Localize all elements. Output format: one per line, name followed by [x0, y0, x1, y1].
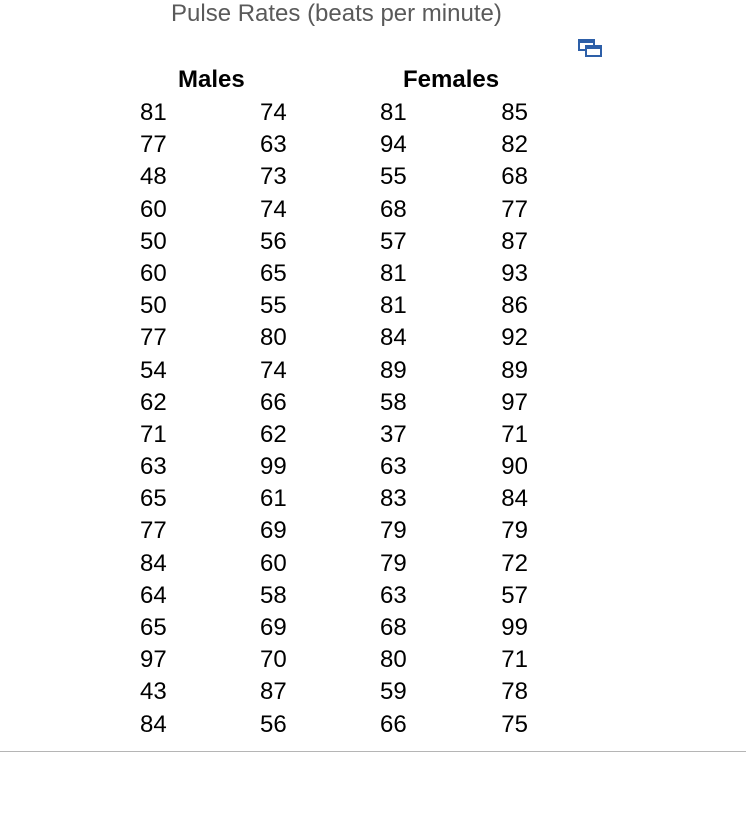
table-cell: 81: [380, 99, 407, 126]
males-column-1: [140, 97, 167, 741]
table-cell: 50: [140, 227, 167, 255]
table-cell: 79: [501, 517, 528, 545]
table-cell: 87: [260, 678, 287, 706]
table-cell: 50: [140, 292, 167, 320]
table-cell: 66: [260, 388, 287, 416]
table-cell: 71: [501, 646, 528, 674]
table-cell: 54: [140, 356, 167, 384]
table-cell: 77: [140, 324, 167, 352]
table-cell: 89: [501, 356, 528, 384]
males-header: Males: [178, 66, 245, 93]
table-cell: 43: [140, 678, 167, 706]
table-cell: 84: [501, 485, 528, 513]
table-cell: 83: [380, 485, 407, 513]
table-cell: 89: [380, 356, 407, 384]
table-cell: 99: [501, 614, 528, 641]
table-cell: 90: [501, 453, 528, 481]
table-cell: 86: [501, 292, 528, 320]
table-cell: 63: [380, 453, 407, 481]
table-cell: 60: [140, 195, 167, 223]
females-column-2: [488, 97, 528, 741]
table-cell: 37: [380, 420, 407, 448]
table-cell: 81: [380, 292, 407, 320]
females-header: Females: [403, 66, 500, 93]
table-cell: 68: [380, 195, 407, 223]
table-cell: 63: [380, 581, 407, 609]
table-cell: 72: [501, 549, 528, 577]
table-cell: 85: [501, 99, 528, 126]
table-cell: 87: [501, 227, 528, 255]
table-cell: 82: [501, 131, 528, 159]
table-cell: 74: [260, 99, 287, 126]
table-cell: 58: [380, 388, 407, 416]
table-cell: 84: [140, 549, 167, 577]
table-cell: 80: [380, 646, 407, 674]
table-cell: 78: [501, 678, 528, 706]
table-cell: 61: [260, 485, 287, 513]
table-cell: 71: [140, 420, 167, 448]
table-cell: 62: [260, 420, 287, 448]
table-title: Pulse Rates (beats per minute): [171, 0, 502, 27]
popout-window-icon[interactable]: [578, 38, 602, 58]
table-cell: 70: [260, 646, 287, 674]
table-cell: 65: [140, 485, 167, 513]
table-cell: 57: [380, 227, 407, 255]
table-cell: 62: [140, 388, 167, 416]
table-cell: 69: [260, 517, 287, 545]
table-cell: 80: [260, 324, 287, 352]
table-cell: 74: [260, 356, 287, 384]
table-cell: 84: [140, 710, 167, 738]
table-cell: 48: [140, 163, 167, 191]
table-cell: 58: [260, 581, 287, 609]
males-column-2: [260, 97, 287, 741]
table-cell: 77: [140, 131, 167, 159]
table-cell: 66: [380, 710, 407, 738]
table-cell: 65: [260, 259, 287, 287]
table-cell: 92: [501, 324, 528, 352]
table-cell: 73: [260, 163, 287, 191]
table-cell: 60: [140, 259, 167, 287]
table-cell: 63: [140, 453, 167, 481]
table-cell: 55: [380, 163, 407, 191]
table-cell: 97: [140, 646, 167, 674]
females-column-1: [380, 97, 407, 741]
table-cell: 84: [380, 324, 407, 352]
table-cell: 77: [140, 517, 167, 545]
table-cell: 63: [260, 131, 287, 159]
table-cell: 79: [380, 517, 407, 545]
divider: [0, 751, 746, 752]
table-cell: 59: [380, 678, 407, 706]
table-cell: 75: [501, 710, 528, 738]
table-cell: 64: [140, 581, 167, 609]
table-cell: 79: [380, 549, 407, 577]
table-cell: 68: [501, 163, 528, 191]
table-cell: 68: [380, 614, 407, 641]
table-cell: 57: [501, 581, 528, 609]
table-cell: 71: [501, 420, 528, 448]
table-cell: 99: [260, 453, 287, 481]
table-cell: 93: [501, 259, 528, 287]
table-cell: 81: [380, 259, 407, 287]
table-cell: 60: [260, 549, 287, 577]
table-cell: 77: [501, 195, 528, 223]
table-cell: 69: [260, 614, 287, 641]
table-cell: 74: [260, 195, 287, 223]
table-cell: 81: [140, 99, 167, 126]
table-cell: 56: [260, 710, 287, 738]
table-cell: 65: [140, 614, 167, 641]
table-cell: 56: [260, 227, 287, 255]
table-cell: 55: [260, 292, 287, 320]
table-cell: 97: [501, 388, 528, 416]
table-cell: 94: [380, 131, 407, 159]
